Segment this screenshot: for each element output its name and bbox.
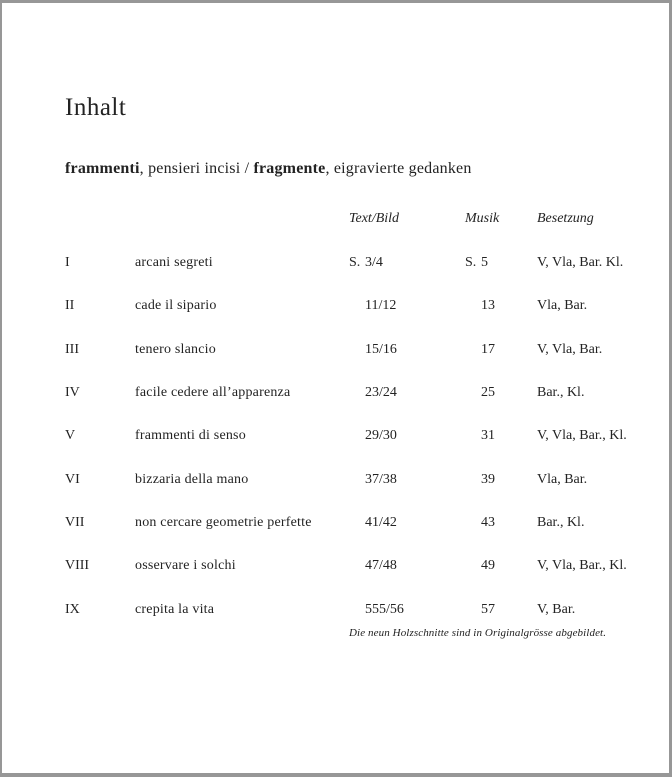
row-musik bbox=[465, 472, 495, 488]
subtitle-bold-german: fragmente bbox=[253, 160, 326, 177]
row-besetzung: Bar., Kl. bbox=[537, 515, 585, 530]
musik-page: 5 bbox=[481, 255, 488, 270]
table-row bbox=[2, 558, 669, 578]
row-numeral: IV bbox=[65, 385, 80, 400]
row-numeral: I bbox=[65, 255, 70, 270]
row-besetzung: V, Vla, Bar. Kl. bbox=[537, 255, 624, 270]
row-numeral: VII bbox=[65, 515, 85, 530]
row-numeral: VIII bbox=[65, 558, 90, 573]
row-text-bild bbox=[349, 515, 397, 531]
row-text-bild bbox=[349, 602, 404, 618]
row-numeral: IX bbox=[65, 602, 80, 617]
row-numeral: V bbox=[65, 428, 76, 443]
row-text-bild bbox=[349, 472, 397, 488]
table-header-row bbox=[2, 211, 669, 231]
row-musik bbox=[465, 298, 495, 314]
row-text-bild bbox=[349, 428, 397, 444]
row-besetzung: Vla, Bar. bbox=[537, 298, 588, 313]
musik-page: 31 bbox=[481, 428, 495, 443]
table-row bbox=[2, 602, 669, 622]
row-title: cade il sipario bbox=[135, 298, 217, 313]
musik-page: 25 bbox=[481, 385, 495, 400]
text-bild-pages: 29/30 bbox=[365, 428, 397, 443]
text-bild-pages: 23/24 bbox=[365, 385, 397, 400]
row-musik bbox=[465, 255, 488, 271]
row-musik bbox=[465, 602, 495, 618]
text-bild-pages: 15/16 bbox=[365, 342, 397, 357]
row-numeral: II bbox=[65, 298, 75, 313]
row-text-bild bbox=[349, 385, 397, 401]
subtitle bbox=[65, 160, 472, 178]
musik-page: 13 bbox=[481, 298, 495, 313]
table-row bbox=[2, 472, 669, 492]
row-text-bild bbox=[349, 255, 383, 271]
row-musik bbox=[465, 515, 495, 531]
row-musik bbox=[465, 428, 495, 444]
row-title: frammenti di senso bbox=[135, 428, 246, 443]
table-row bbox=[2, 385, 669, 405]
page-abbrev: S. bbox=[349, 255, 361, 270]
row-text-bild bbox=[349, 558, 397, 574]
musik-page: 43 bbox=[481, 515, 495, 530]
row-besetzung: V, Bar. bbox=[537, 602, 576, 617]
page-abbrev: S. bbox=[465, 255, 477, 270]
text-bild-pages: 47/48 bbox=[365, 558, 397, 573]
row-title: osservare i solchi bbox=[135, 558, 236, 573]
text-bild-pages: 11/12 bbox=[365, 298, 397, 313]
row-numeral: III bbox=[65, 342, 79, 357]
musik-page: 17 bbox=[481, 342, 495, 357]
header-text-bild: Text/Bild bbox=[349, 211, 400, 226]
musik-page: 49 bbox=[481, 558, 495, 573]
table-row bbox=[2, 255, 669, 275]
row-title: non cercare geometrie perfette bbox=[135, 515, 312, 530]
row-besetzung: V, Vla, Bar. bbox=[537, 342, 603, 357]
subtitle-regular-italian: , pensieri incisi / bbox=[139, 160, 254, 177]
text-bild-pages: 37/38 bbox=[365, 472, 397, 487]
table-row bbox=[2, 428, 669, 448]
footnote: Die neun Holzschnitte sind in Originalgrösse abgebildet. bbox=[349, 627, 607, 639]
table-row bbox=[2, 298, 669, 318]
row-title: bizzaria della mano bbox=[135, 472, 249, 487]
row-title: facile cedere all’apparenza bbox=[135, 385, 291, 400]
text-bild-pages: 3/4 bbox=[365, 255, 383, 270]
row-text-bild bbox=[349, 298, 396, 314]
row-musik bbox=[465, 342, 495, 358]
row-musik bbox=[465, 385, 495, 401]
row-musik bbox=[465, 558, 495, 574]
page-title: Inhalt bbox=[65, 94, 127, 121]
header-besetzung: Besetzung bbox=[537, 211, 594, 226]
row-title: tenero slancio bbox=[135, 342, 216, 357]
row-text-bild bbox=[349, 342, 397, 358]
subtitle-regular-german: , eigravierte gedanken bbox=[325, 160, 472, 177]
text-bild-pages: 41/42 bbox=[365, 515, 397, 530]
subtitle-bold-italian: frammenti bbox=[65, 160, 140, 177]
row-numeral: VI bbox=[65, 472, 80, 487]
table-row bbox=[2, 342, 669, 362]
header-musik: Musik bbox=[465, 211, 500, 226]
row-besetzung: V, Vla, Bar., Kl. bbox=[537, 558, 627, 573]
musik-page: 57 bbox=[481, 602, 495, 617]
row-title: arcani segreti bbox=[135, 255, 213, 270]
musik-page: 39 bbox=[481, 472, 495, 487]
table-row bbox=[2, 515, 669, 535]
text-bild-pages: 555/56 bbox=[365, 602, 404, 617]
row-title: crepita la vita bbox=[135, 602, 215, 617]
row-besetzung: Bar., Kl. bbox=[537, 385, 585, 400]
row-besetzung: V, Vla, Bar., Kl. bbox=[537, 428, 627, 443]
row-besetzung: Vla, Bar. bbox=[537, 472, 588, 487]
